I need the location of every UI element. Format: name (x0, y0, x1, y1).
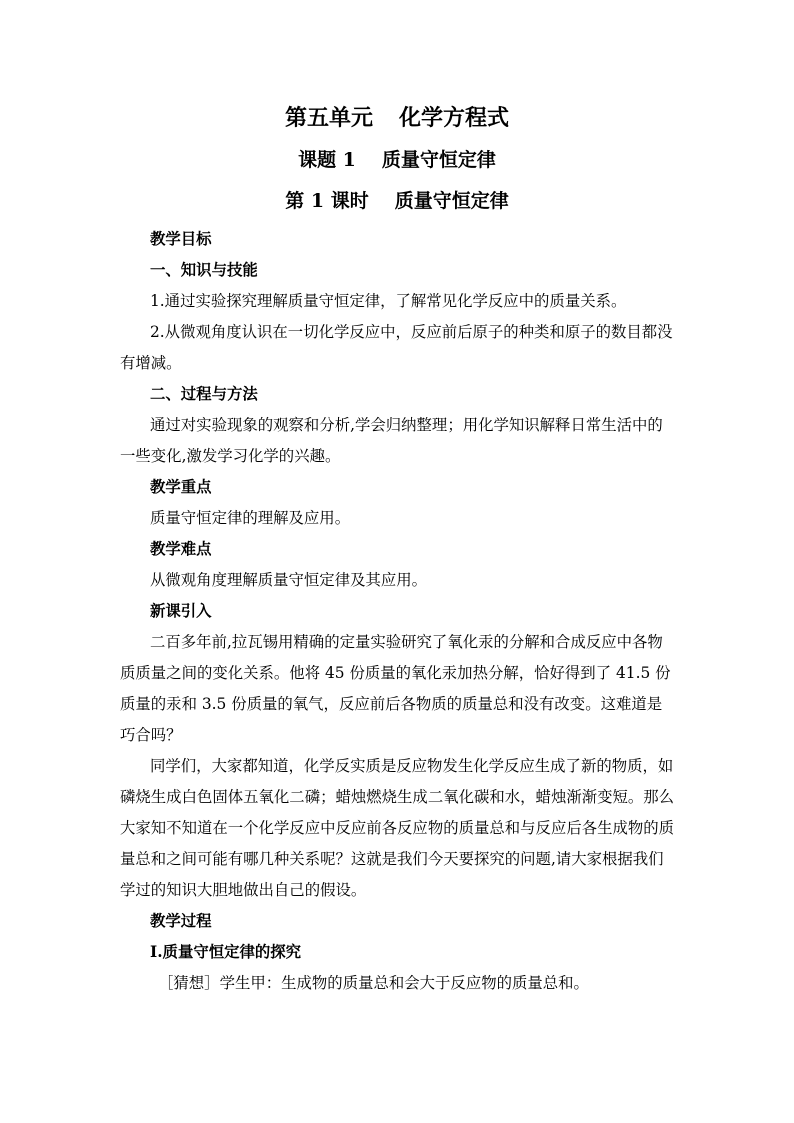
intro-paragraph-1: 二百多年前,拉瓦锡用精确的定量实验研究了氧化汞的分解和合成反应中各物质质量之间的变化关系。他将 45 份质量的氧化汞加热分解，恰好得到了 41.5 份质量的汞和 3.5 份质量的氧气，反应前后各物质的质量总和没有改变。这难道是巧合吗？ (120, 633, 671, 744)
unit-title (0, 101, 794, 135)
unit-label: 第五单元 (284, 105, 373, 131)
period-label: 第 1 课时 (285, 190, 369, 212)
intro-paragraph-2: 同学们，大家都知道，化学反实质是反应物发生化学反应生成了新的物质，如磷烧生成白色固体五氧化二磷；蜡烛燃烧生成二氧化碳和水，蜡烛渐渐变短。那么大家知不知道在一个化学反应中反应前各反应物的质量总和与反应后各生成物的质量总和之间可能有哪几种关系呢？这就是我们今天要探究的问题,请大家根据我们学过的知识大胆地做出自己的假设。 (120, 757, 675, 899)
unit-topic: 化学方程式 (399, 105, 510, 131)
sub-heading-conservation-inquiry: Ⅰ.质量守恒定律的探究 (150, 943, 302, 961)
lesson-topic: 质量守恒定律 (381, 149, 496, 171)
lesson-title (0, 145, 794, 175)
goals-heading: 教学目标 (150, 230, 212, 248)
knowledge-heading: 一、知识与技能 (150, 261, 258, 279)
period-topic: 质量守恒定律 (394, 190, 509, 212)
process-heading: 二、过程与方法 (150, 385, 258, 403)
lesson-label: 课题 1 (298, 149, 356, 171)
difficulty-text: 从微观角度理解质量守恒定律及其应用。 (150, 571, 428, 589)
key-heading: 教学重点 (150, 478, 212, 496)
difficulty-heading: 教学难点 (150, 540, 212, 558)
process-text: 通过对实验现象的观察和分析,学会归纳整理；用化学知识解释日常生活中的一些变化,激发学习化学的兴趣。 (120, 416, 663, 465)
key-text: 质量守恒定律的理解及应用。 (150, 509, 351, 527)
knowledge-item-1: 1.通过实验探究理解质量守恒定律，了解常见化学反应中的质量关系。 (150, 292, 627, 310)
intro-heading: 新课引入 (150, 602, 212, 620)
teaching-process-heading: 教学过程 (150, 912, 212, 930)
guess-line: ［猜想］学生甲：生成物的质量总和会大于反应物的质量总和。 (158, 974, 589, 992)
knowledge-item-2: 2.从微观角度认识在一切化学反应中，反应前后原子的种类和原子的数目都没有增减。 (120, 323, 673, 372)
period-title (0, 186, 794, 216)
document-body (120, 224, 675, 999)
